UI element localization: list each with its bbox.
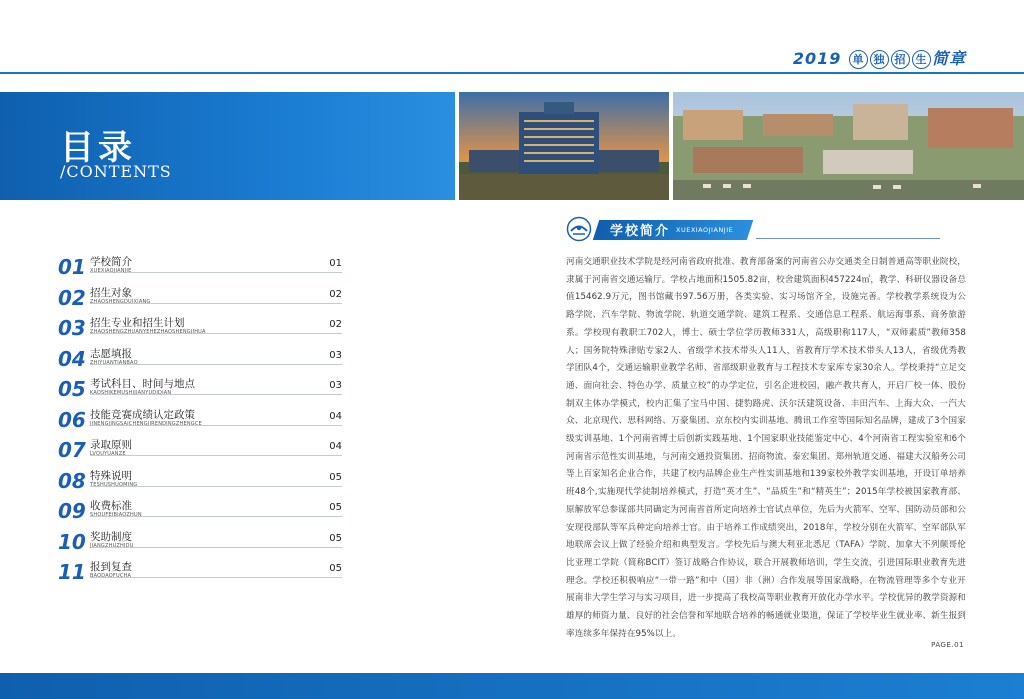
toc-pinyin: ZHAOSHENGZHUANYEHEZHAOSHENGJIHUA (90, 329, 206, 335)
toc-item[interactable] (58, 314, 348, 345)
toc-title: 收费标准 (90, 500, 132, 512)
circled-char-2: 独 (870, 50, 889, 69)
toc-pinyin: TESHUSHUOMING (90, 481, 138, 488)
toc-title: 招生对象 (90, 286, 132, 299)
toc-number: 08 (58, 468, 86, 493)
toc-title: 招生专业和招生计划 (90, 317, 185, 329)
toc-title: 考试科目、时间与地点 (90, 378, 195, 390)
brochure-title (793, 46, 966, 69)
toc-pinyin: JINENGJINGSAICHENGJIRENDINGZHENGCE (90, 420, 202, 427)
toc-pinyin: BAODAOFUCHA (90, 573, 132, 579)
toc-page: 01 (329, 258, 342, 269)
contents-subtitle: /CONTENTS (60, 162, 172, 181)
toc-title: 录取原则 (90, 439, 132, 451)
toc-page: 02 (329, 319, 342, 330)
toc-number: 03 (58, 316, 86, 340)
toc-item[interactable] (58, 284, 348, 315)
toc-leader-line (90, 364, 342, 365)
table-of-contents (58, 253, 348, 589)
toc-leader-line (90, 577, 342, 578)
toc-item[interactable] (58, 375, 348, 406)
toc-item[interactable] (58, 253, 348, 284)
toc-title: 特殊说明 (90, 469, 132, 482)
page-number: PAGE.01 (931, 641, 964, 649)
toc-leader-line (90, 455, 342, 456)
toc-pinyin: LVQUYUANZE (90, 451, 126, 457)
toc-page: 05 (329, 502, 342, 513)
toc-leader-line (90, 333, 342, 334)
toc-number: 10 (58, 529, 86, 554)
toc-number: 02 (58, 285, 86, 310)
toc-pinyin: XUEXIAOJIANJIE (90, 268, 132, 274)
bottom-bar (0, 673, 1024, 699)
toc-title: 报到复查 (90, 561, 132, 573)
section-pinyin: XUEXIAOJIANJIE (676, 226, 734, 234)
toc-number: 07 (58, 438, 86, 462)
toc-leader-line (90, 425, 342, 426)
circled-char-4: 生 (912, 50, 931, 69)
toc-leader-line (90, 272, 342, 273)
toc-number: 05 (58, 377, 86, 401)
toc-page: 04 (329, 441, 342, 452)
circled-char-1: 单 (849, 50, 868, 69)
toc-pinyin: JIANGZHUZHIDU (90, 542, 134, 549)
campus-photo-aerial (673, 92, 1024, 200)
toc-page: 05 (329, 471, 342, 483)
school-logo-icon (566, 216, 592, 242)
toc-item[interactable] (58, 467, 348, 498)
toc-pinyin: ZHAOSHENGDUIXIANG (90, 298, 151, 305)
toc-leader-line (90, 303, 342, 304)
toc-item[interactable] (58, 558, 348, 589)
toc-item[interactable] (58, 528, 348, 559)
toc-leader-line (90, 516, 342, 517)
toc-page: 03 (329, 380, 342, 391)
toc-pinyin: KAOSHIKEMUSHIJIANYUDIDIAN (90, 390, 172, 396)
top-divider (0, 72, 1024, 74)
toc-leader-line (90, 547, 342, 548)
contents-title: 目录 (60, 128, 136, 168)
toc-page: 05 (329, 532, 342, 544)
toc-number: 01 (58, 255, 86, 279)
school-intro-text: 河南交通职业技术学院是经河南省政府批准、教育部备案的河南省公办交通类全日制普通高等职业院校，隶属于河南省交通运输厅。学校占地面积1505.82亩，校舍建筑面积457224㎡，教学、科研仪器设备总值15462.9万元，图书馆藏书97.56万册，各类实验、实习场馆齐全，设施完善。学校教学系统设为公路学院、汽车学院、物流学院、轨道交通学院、建筑工程系、交通信息工程系、航运海事系、商务旅游系。学校现有教职工702人，博士、硕士学位学历教师331人，高级职称117人，“双师素质”教师358人；国务院特殊津贴专家2人、省级学术技术带头人11人，省教育厅学术技术带头人13人，省级优秀教学团队4个，交通运输职业教学名师、省部级职业教育与工程技术专家库专家30余人。学校秉持“立足交通、面向社会、特色办学、质量立校”的办学定位，引名企进校园，融产教共育人，开启厂校一体、股份制双主体办学模式，校内汇集了宝马中国、捷豹路虎、沃尔沃建筑设备、丰田汽车、上海大众、一汽大众、北京现代、思科网络、万豪集团、京东校内实训基地、腾讯工作室等国际知名品牌，建成了3个国家级实训基地、1个河南省博士后创新实践基地、1个国家职业技能鉴定中心、4个河南省工程实验室和6个河南省示范性实训基地，与河南交通投资集团、招商物流、泰宏集团、郑州轨道交通、福建大汉船务公司等上百家知名企业合作，共建了校内品牌企业生产性实训基地和139家校外教学实训基地，开设订单培养班48个,实施现代学徒制培养模式，打造“英才生”、“品质生”和“精英生”；2015年学校被国家教育部、原解放军总参谋部共同确定为河南省首所定向培养士官试点单位，先后为火箭军、空军、国防动员部和公安现役部队等军兵种定向培养士官。由于培养工作成绩突出，2018年，学校分别在火箭军、空军部队军地联席会议上做了经验介绍和典型发言。学校先后与澳大利亚北悉尼（TAFA）学院、加拿大不列颠哥伦比亚理工学院（简称BCIT）签订战略合作协议，联合开展教师培训，学生交流，引进国际职业教育先进理念。学校还积极响应“一带一路”和中（国）非（洲）合作发展等国家战略，在物流管理等多个专业开展南非大学生学习与实习项目，进一步提高了我校高等职业教育开放化办学水平。学校优异的教学资源和雄厚的师资力量、良好的社会信誉和军地联合培养的畅通就业渠道，保证了学校毕业生就业率、新生报到率连续多年保持在95%以上。 (566, 257, 967, 639)
section-header (566, 216, 966, 244)
toc-title: 奖助制度 (90, 530, 132, 543)
toc-title: 学校简介 (90, 256, 132, 268)
section-underline (756, 238, 940, 239)
toc-title: 志愿填报 (90, 347, 132, 360)
circled-char-3: 招 (891, 50, 910, 69)
toc-number: 04 (58, 346, 86, 371)
toc-item[interactable] (58, 497, 348, 528)
toc-number: 09 (58, 499, 86, 523)
toc-page: 04 (329, 410, 342, 422)
toc-item[interactable] (58, 345, 348, 376)
section-title: 学校简介 (610, 224, 671, 239)
toc-leader-line (90, 486, 342, 487)
toc-leader-line (90, 394, 342, 395)
toc-pinyin: ZHIYUANTIANBAO (90, 359, 138, 366)
brochure-year: 2019 (792, 49, 842, 68)
brochure-suffix: 简章 (931, 49, 966, 68)
toc-title: 技能竞赛成绩认定政策 (90, 408, 195, 421)
toc-page: 05 (329, 563, 342, 574)
toc-item[interactable] (58, 406, 348, 437)
toc-page: 03 (329, 349, 342, 361)
toc-item[interactable] (58, 436, 348, 467)
toc-number: 06 (58, 407, 86, 432)
toc-pinyin: SHOUFEIBIAOZHUN (90, 512, 142, 518)
toc-number: 11 (58, 560, 86, 584)
campus-photo-building (459, 92, 669, 200)
toc-page: 02 (329, 288, 342, 300)
